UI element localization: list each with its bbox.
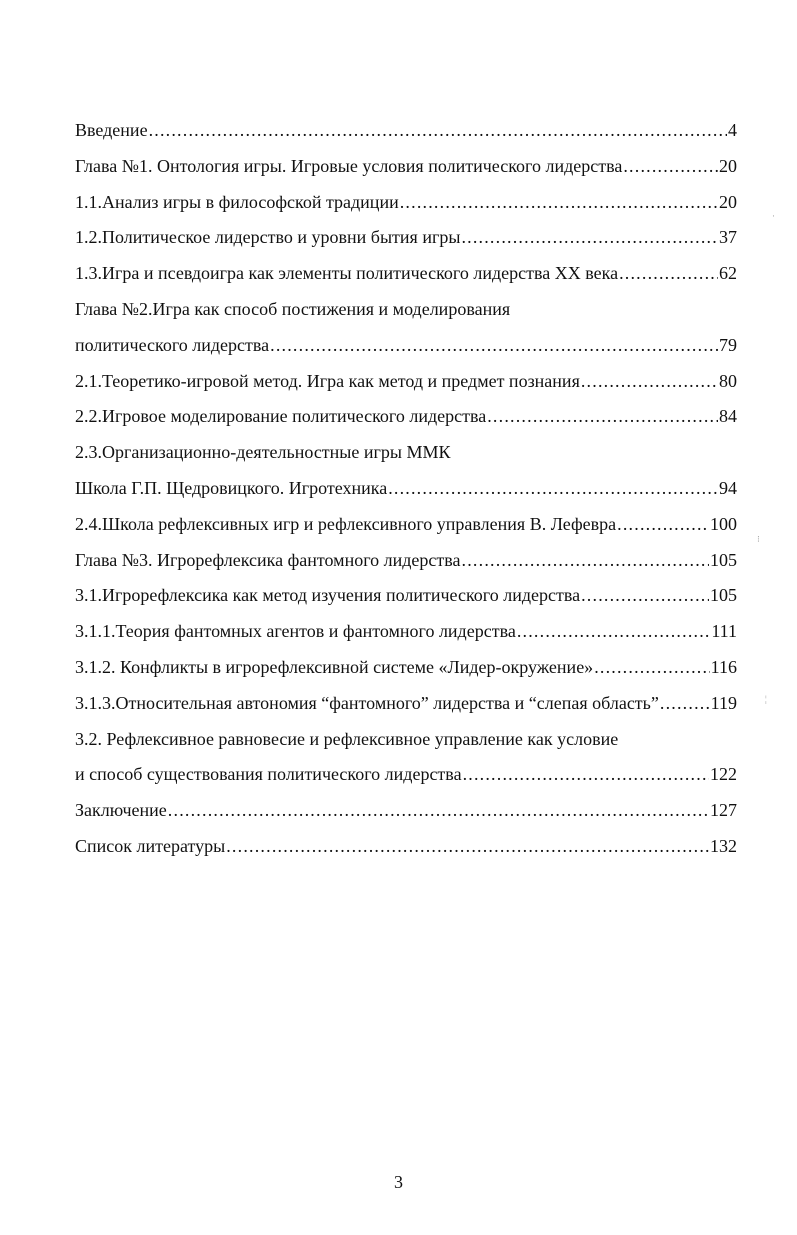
toc-entry-page: 122 [709,760,737,788]
toc-entry-title: 2.4.Школа рефлексивных игр и рефлексивного управления В. Лефевра [75,510,617,538]
toc-entry-section-2-3-line-1 [75,438,737,474]
toc-entry-page: 62 [718,259,737,287]
toc-dot-leader [461,223,718,251]
toc-entry-title: 3.1.1.Теория фантомных агентов и фантомного лидерства [75,617,517,645]
toc-dot-leader [388,474,718,502]
toc-entry-title: 1.3.Игра и псевдоигра как элементы политического лидерства XX века [75,259,619,287]
toc-dot-leader [149,116,727,144]
scan-artifact: ⁝ [757,534,760,544]
toc-entry-page: 80 [718,367,737,395]
toc-entry-title: Список литературы [75,832,226,860]
toc-dot-leader [400,188,718,216]
toc-dot-leader [581,367,718,395]
toc-entry-title: Введение [75,116,149,144]
toc-entry-conclusion [75,796,737,832]
toc-entry-section-3-1 [75,581,737,617]
toc-entry-page: 100 [709,510,737,538]
toc-entry-page: 105 [709,581,737,609]
toc-entry-title: 2.2.Игровое моделирование политического лидерства [75,402,487,430]
toc-entry-section-3-1-2 [75,653,737,689]
scan-artifact: ¦ [765,694,767,704]
toc-entry-page: 4 [727,116,737,144]
toc-dot-leader [517,617,711,645]
toc-dot-leader [581,581,709,609]
toc-entry-page: 79 [718,331,737,359]
toc-entry-chapter-1 [75,152,737,188]
toc-entry-section-3-2-line-1 [75,725,737,761]
toc-entry-section-2-4 [75,510,737,546]
toc-entry-title: и способ существования политического лидерства [75,760,463,788]
toc-dot-leader [619,259,718,287]
toc-dot-leader [594,653,709,681]
toc-entry-page: 111 [710,617,737,645]
toc-entry-title: Школа Г.П. Щедровицкого. Игротехника [75,474,388,502]
toc-entry-title: политического лидерства [75,331,270,359]
toc-entry-title: 3.1.Игрорефлексика как метод изучения политического лидерства [75,581,581,609]
toc-dot-leader [226,832,709,860]
toc-entry-title: Глава №3. Игрорефлексика фантомного лидерства [75,546,462,574]
scan-artifact: · [772,211,775,221]
toc-dot-leader [487,402,718,430]
toc-dot-leader [617,510,709,538]
table-of-contents [75,116,737,868]
toc-entry-title: Глава №1. Онтология игры. Игровые условия политического лидерства [75,152,623,180]
toc-dot-leader [623,152,718,180]
toc-entry-chapter-2-line-1 [75,295,737,331]
toc-entry-title: 3.1.3.Относительная автономия “фантомного” лидерства и “слепая область” [75,689,660,717]
page-number: 3 [394,1172,403,1192]
toc-entry-introduction [75,116,737,152]
toc-dot-leader [660,689,710,717]
toc-dot-leader [168,796,709,824]
toc-entry-page: 116 [710,653,737,681]
toc-entry-title: 2.1.Теоретико-игровой метод. Игра как метод и предмет познания [75,367,581,395]
toc-entry-page: 20 [718,188,737,216]
toc-entry-section-1-3 [75,259,737,295]
toc-entry-title: Заключение [75,796,168,824]
toc-entry-section-2-3-line-2 [75,474,737,510]
toc-entry-title: 3.2. Рефлексивное равновесие и рефлексивное управление как условие [75,728,619,749]
toc-entry-page: 20 [718,152,737,180]
toc-entry-page: 119 [710,689,737,717]
toc-entry-page: 132 [709,832,737,860]
toc-entry-section-2-1 [75,367,737,403]
toc-entry-section-3-2-line-2 [75,760,737,796]
toc-dot-leader [270,331,718,359]
toc-entry-bibliography [75,832,737,868]
toc-entry-page: 127 [709,796,737,824]
toc-entry-section-3-1-3 [75,689,737,725]
toc-entry-section-2-2 [75,402,737,438]
toc-entry-section-1-1 [75,188,737,224]
toc-entry-title: 1.2.Политическое лидерство и уровни бытия игры [75,223,461,251]
toc-entry-page: 94 [718,474,737,502]
toc-entry-page: 37 [718,223,737,251]
toc-entry-chapter-3 [75,546,737,582]
toc-entry-title: 3.1.2. Конфликты в игрорефлексивной системе «Лидер-окружение» [75,653,594,681]
toc-entry-page: 84 [718,402,737,430]
toc-dot-leader [462,546,709,574]
toc-entry-section-1-2 [75,223,737,259]
toc-entry-chapter-2-line-2 [75,331,737,367]
toc-entry-title: Глава №2.Игра как способ постижения и моделирования [75,298,511,319]
toc-dot-leader [463,760,709,788]
toc-entry-title: 1.1.Анализ игры в философской традиции [75,188,400,216]
toc-entry-section-3-1-1 [75,617,737,653]
toc-entry-page: 105 [709,546,737,574]
toc-entry-title: 2.3.Организационно-деятельностные игры ММК [75,442,451,463]
